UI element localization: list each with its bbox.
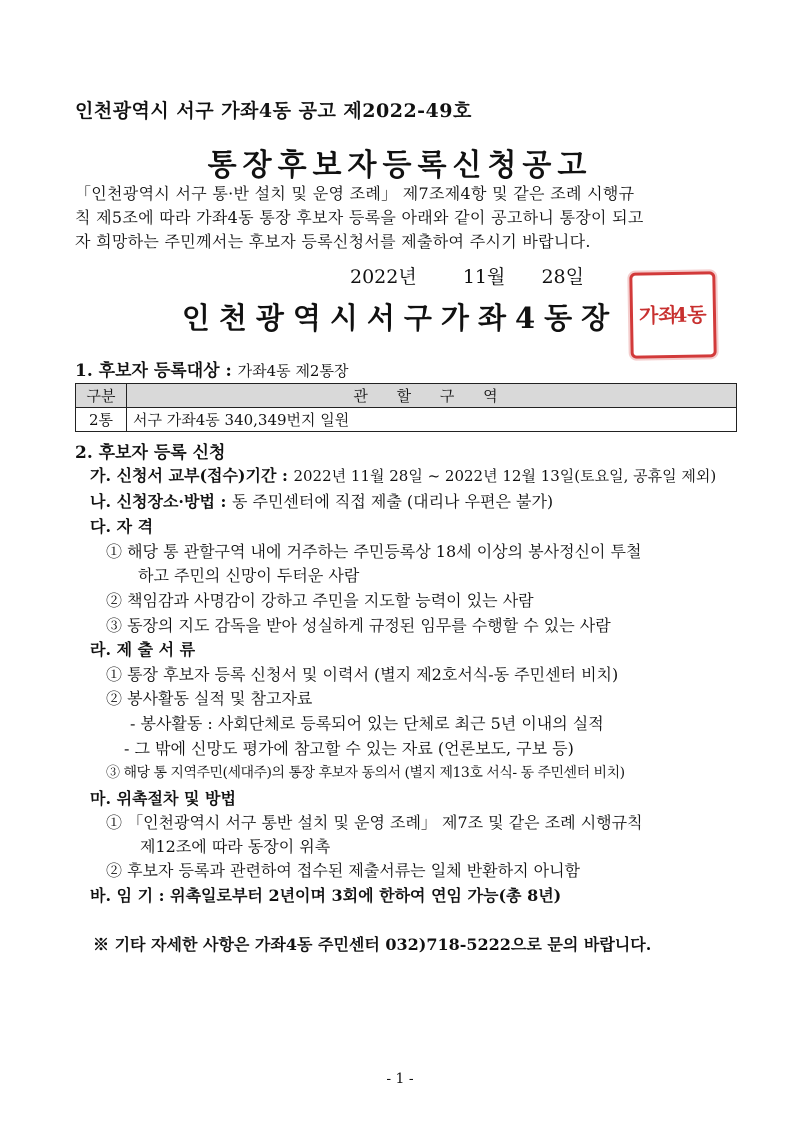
term-value: 위촉일로부터 2년이며 3회에 한하여 연임 가능(총 8년) xyxy=(170,886,562,905)
place-value: 동 주민센터에 직접 제출 (대리나 우편은 불가) xyxy=(231,492,554,511)
contact-note: ※ 기타 자세한 사항은 가좌4동 주민센터 032)718-5222으로 문의 바랍니다. xyxy=(93,935,652,954)
period-value: 2022년 11월 28일 ~ 2022년 12월 13일(토요일, 공휴일 제외) xyxy=(293,467,717,485)
procedure-heading: 마. 위촉절차 및 방법 xyxy=(90,789,236,808)
date-month: 11월 xyxy=(462,266,506,288)
document-number: 인천광역시 서구 가좌4동 공고 제2022-49호 xyxy=(75,100,472,122)
date-day: 28일 xyxy=(541,266,584,288)
qualification-heading: 다. 자 격 xyxy=(90,517,154,536)
table-header-row xyxy=(76,384,737,408)
qualification-item-1-cont: 하고 주민의 신망이 두터운 사람 xyxy=(138,566,360,585)
document-item-2-sub-2: - 그 밖에 신망도 평가에 참고할 수 있는 자료 (언론보도, 구보 등) xyxy=(124,739,574,758)
term-label: 바. 임 기 : xyxy=(90,886,165,905)
application-period xyxy=(90,463,716,486)
table-row xyxy=(76,408,737,432)
period-label: 가. 신청서 교부(접수)기간 : xyxy=(90,466,288,485)
document-item-3: ③ 해당 통 지역주민(세대주)의 통장 후보자 동의서 (별지 제13호 서식- 동 주민센터 비치) xyxy=(106,765,625,781)
intro-line-1: 「인천광역시 서구 통·반 설치 및 운영 조례」 제7조제4항 및 같은 조례 시행규 xyxy=(75,184,635,203)
jurisdiction-table xyxy=(75,383,737,432)
section-1-label: 1. 후보자 등록대상 : xyxy=(75,361,232,381)
application-place xyxy=(90,489,553,512)
seal-char-1: 가좌 xyxy=(638,302,678,328)
announcement-date xyxy=(350,262,584,289)
intro-line-3: 자 희망하는 주민께서는 후보자 등록신청서를 제출하여 주시기 바랍니다. xyxy=(75,232,591,251)
document-item-2: ② 봉사활동 실적 및 참고자료 xyxy=(106,689,313,708)
qualification-item-2: ② 책임감과 사명감이 강하고 주민을 지도할 능력이 있는 사람 xyxy=(106,591,534,610)
term-of-office xyxy=(90,883,561,906)
seal-char-2: 4동 xyxy=(673,302,707,327)
qualification-item-1: ① 해당 통 관할구역 내에 거주하는 주민등록상 18세 이상의 봉사정신이 투철 xyxy=(106,542,642,561)
issuer-name: 인천광역시서구가좌4동장 xyxy=(181,301,619,335)
procedure-item-1: ① 「인천광역시 서구 통반 설치 및 운영 조례」 제7조 및 같은 조례 시행규칙 xyxy=(106,813,643,832)
qualification-item-3: ③ 동장의 지도 감독을 받아 성실하게 규정된 임무를 수행할 수 있는 사람 xyxy=(106,616,611,635)
section-1-heading xyxy=(75,356,348,381)
procedure-item-1-cont: 제12조에 따라 동장이 위촉 xyxy=(140,837,331,856)
document-item-1: ① 통장 후보자 등록 신청서 및 이력서 (별지 제2호서식-동 주민센터 비치) xyxy=(106,665,619,684)
table-header-area: 관 할 구 역 xyxy=(127,384,737,408)
section-2-heading: 2. 후보자 등록 신청 xyxy=(75,443,226,463)
intro-line-2: 칙 제5조에 따라 가좌4동 통장 후보자 등록을 아래와 같이 공고하니 통장이 되고 xyxy=(75,208,644,227)
procedure-item-2: ② 후보자 등록과 관련하여 접수된 제출서류는 일체 반환하지 아니함 xyxy=(106,861,581,880)
section-1-value: 가좌4동 제2통장 xyxy=(237,362,349,380)
table-cell-area: 서구 가좌4동 340,349번지 일원 xyxy=(127,408,737,432)
official-seal xyxy=(629,271,716,358)
date-year: 2022년 xyxy=(350,266,417,288)
page-number: - 1 - xyxy=(386,1071,414,1087)
table-cell-division: 2통 xyxy=(76,408,127,432)
document-title: 통장후보자등록신청공고 xyxy=(207,148,593,183)
documents-heading: 라. 제 출 서 류 xyxy=(90,640,196,659)
document-item-2-sub-1: - 봉사활동 : 사회단체로 등록되어 있는 단체로 최근 5년 이내의 실적 xyxy=(130,714,604,733)
table-header-division: 구분 xyxy=(76,384,127,408)
place-label: 나. 신청장소·방법 : xyxy=(90,492,227,511)
